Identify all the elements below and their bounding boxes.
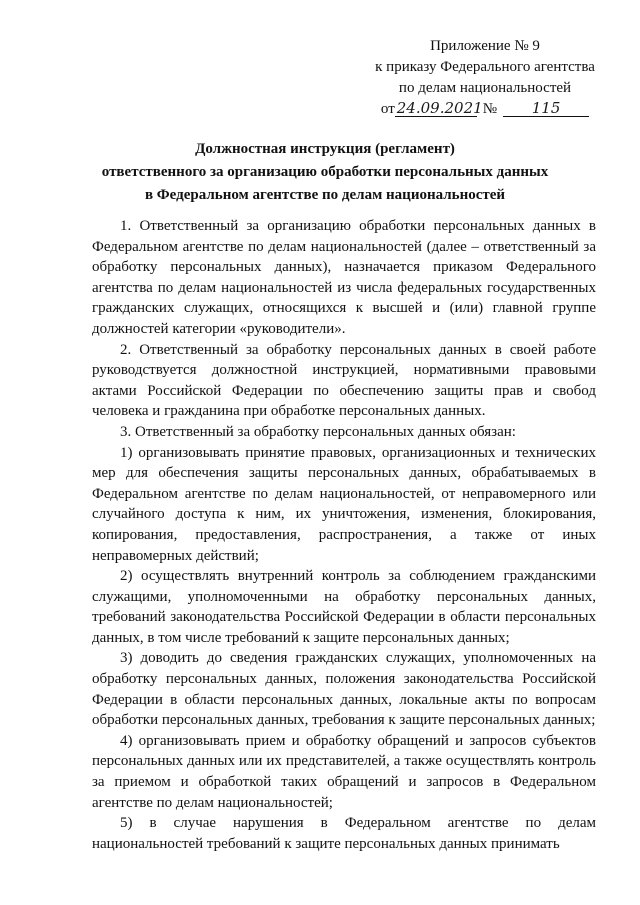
list-item-5: 5) в случае нарушения в Федеральном агентстве по делам национальностей требований к защите персональных данных принимать: [92, 815, 596, 852]
list-item-3: 3) доводить до сведения гражданских служащих, уполномоченных на обработку персональных данных, положения законодательства Российской Федерации в области персональных данных, локальные акты по вопросам обработки персональных данных, требования к защите персональных данных;: [92, 650, 596, 729]
title-line-1: Должностная инструкция (регламент): [195, 141, 455, 157]
date-prefix: от: [380, 101, 395, 117]
document-title: [70, 138, 580, 207]
handwritten-date: 24.09.2021: [396, 99, 483, 117]
handwritten-number: 115: [503, 100, 589, 117]
appendix-header: [360, 36, 610, 120]
paragraph-3: 3. Ответственный за обработку персональных данных обязан:: [120, 423, 516, 440]
order-date-number-row: [360, 99, 610, 120]
paragraph-2: 2. Ответственный за обработку персональных данных в своей работе руководствуется должностной инструкцией, нормативными правовыми актами Российской Федерации по обеспечению защиты прав и свобод человека и гражданина при обработке персональных данных.: [92, 341, 596, 420]
appendix-agency: по делам национальностей: [398, 80, 572, 96]
list-item-4: 4) организовывать прием и обработку обращений и запросов субъектов персональных данных или их представителей, а также осуществлять контроль за приемом и обработкой таких обращений и запросов в Федеральном агентстве по делам национальностей;: [92, 732, 596, 811]
list-item-1: 1) организовывать принятие правовых, организационных и технических мер для обеспечения защиты персональных данных, обрабатываемых в Федеральном агентстве по делам национальностей, от неправомерного или случайного доступа к ним, их уничтожения, изменения, блокирования, копирования, предоставления, распространения, а также от иных неправомерных действий;: [92, 444, 596, 564]
number-label: №: [482, 101, 498, 117]
paragraph-1: 1. Ответственный за организацию обработки персональных данных в Федеральном агентстве по делам национальностей (далее – ответственный за обработку персональных данных), назначается приказом Федерального агентства по делам национальностей из числа федеральных государственных гражданских служащих, относящихся к высшей и (или) главной группе должностей категории «руководители».: [92, 218, 596, 337]
list-item-2: 2) осуществлять внутренний контроль за соблюдением гражданскими служащими, уполномоченными на обработку персональных данных, требований законодательства Российской Федерации в области персональных данных, в том числе требований к защите персональных данных;: [92, 568, 596, 646]
appendix-number: Приложение № 9: [430, 38, 540, 54]
document-body: [92, 216, 596, 854]
title-line-3: в Федеральном агентстве по делам национальностей: [144, 187, 506, 203]
appendix-order-ref: к приказу Федерального агентства: [375, 59, 595, 75]
title-line-2: ответственного за организацию обработки персональных данных: [101, 164, 549, 180]
